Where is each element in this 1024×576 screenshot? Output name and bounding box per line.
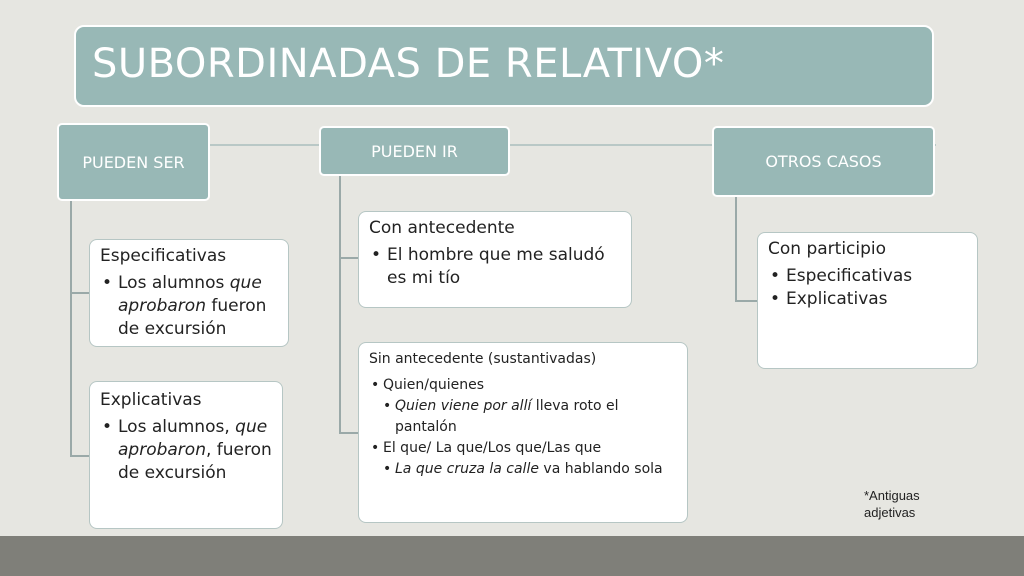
- footnote-line-2: adjetivas: [864, 505, 916, 520]
- card-con-participio: [757, 232, 978, 369]
- page-title: SUBORDINADAS DE RELATIVO*: [92, 41, 725, 87]
- tree-line-col2-vertical: [339, 175, 341, 433]
- header-pueden-ir-label: PUEDEN IR: [371, 142, 458, 161]
- tree-line-col2-branch2: [339, 432, 359, 434]
- card-explicativas: [89, 381, 283, 529]
- header-otros-casos-label: OTROS CASOS: [765, 152, 882, 171]
- tree-line-col1-branch1: [70, 292, 90, 294]
- card-heading: Con antecedente: [369, 218, 515, 238]
- list-item: • Los alumnos, que aprobaron, fueron de excursión: [100, 416, 272, 485]
- card-heading: Explicativas: [100, 390, 202, 410]
- list-item: • Explicativas: [768, 288, 967, 311]
- footnote-line-1: *Antiguas: [864, 488, 920, 503]
- card-sin-antecedente: [358, 342, 688, 523]
- title-box: [74, 25, 934, 107]
- footnote: [864, 487, 920, 521]
- list-item: • El que/ La que/Los que/Las que: [369, 438, 677, 459]
- list-item: • Los alumnos que aprobaron fueron de excursión: [100, 272, 278, 341]
- card-especificativas: [89, 239, 289, 347]
- list-item: • Especificativas: [768, 265, 967, 288]
- card-heading: Sin antecedente (sustantivadas): [369, 351, 597, 367]
- list-item: • Quien/quienes: [369, 375, 677, 396]
- tree-line-col1-vertical: [70, 200, 72, 456]
- tree-line-col1-branch2: [70, 455, 90, 457]
- list-item: • El hombre que me saludó es mi tío: [369, 244, 621, 290]
- card-con-antecedente: [358, 211, 632, 308]
- tree-line-col3-vertical: [735, 196, 737, 300]
- tree-line-col3-branch: [735, 300, 757, 302]
- list-item: • La que cruza la calle va hablando sola: [381, 459, 677, 480]
- header-pueden-ser-label: PUEDEN SER: [82, 152, 185, 172]
- tree-line-col2-branch1: [339, 257, 359, 259]
- bottom-bar: [0, 536, 1024, 576]
- header-otros-casos: [712, 126, 935, 197]
- header-pueden-ser: [57, 123, 210, 201]
- list-item: • Quien viene por allí lleva roto el pantalón: [381, 396, 677, 438]
- header-pueden-ir: [319, 126, 510, 176]
- card-heading: Con participio: [768, 239, 887, 259]
- card-heading: Especificativas: [100, 246, 227, 266]
